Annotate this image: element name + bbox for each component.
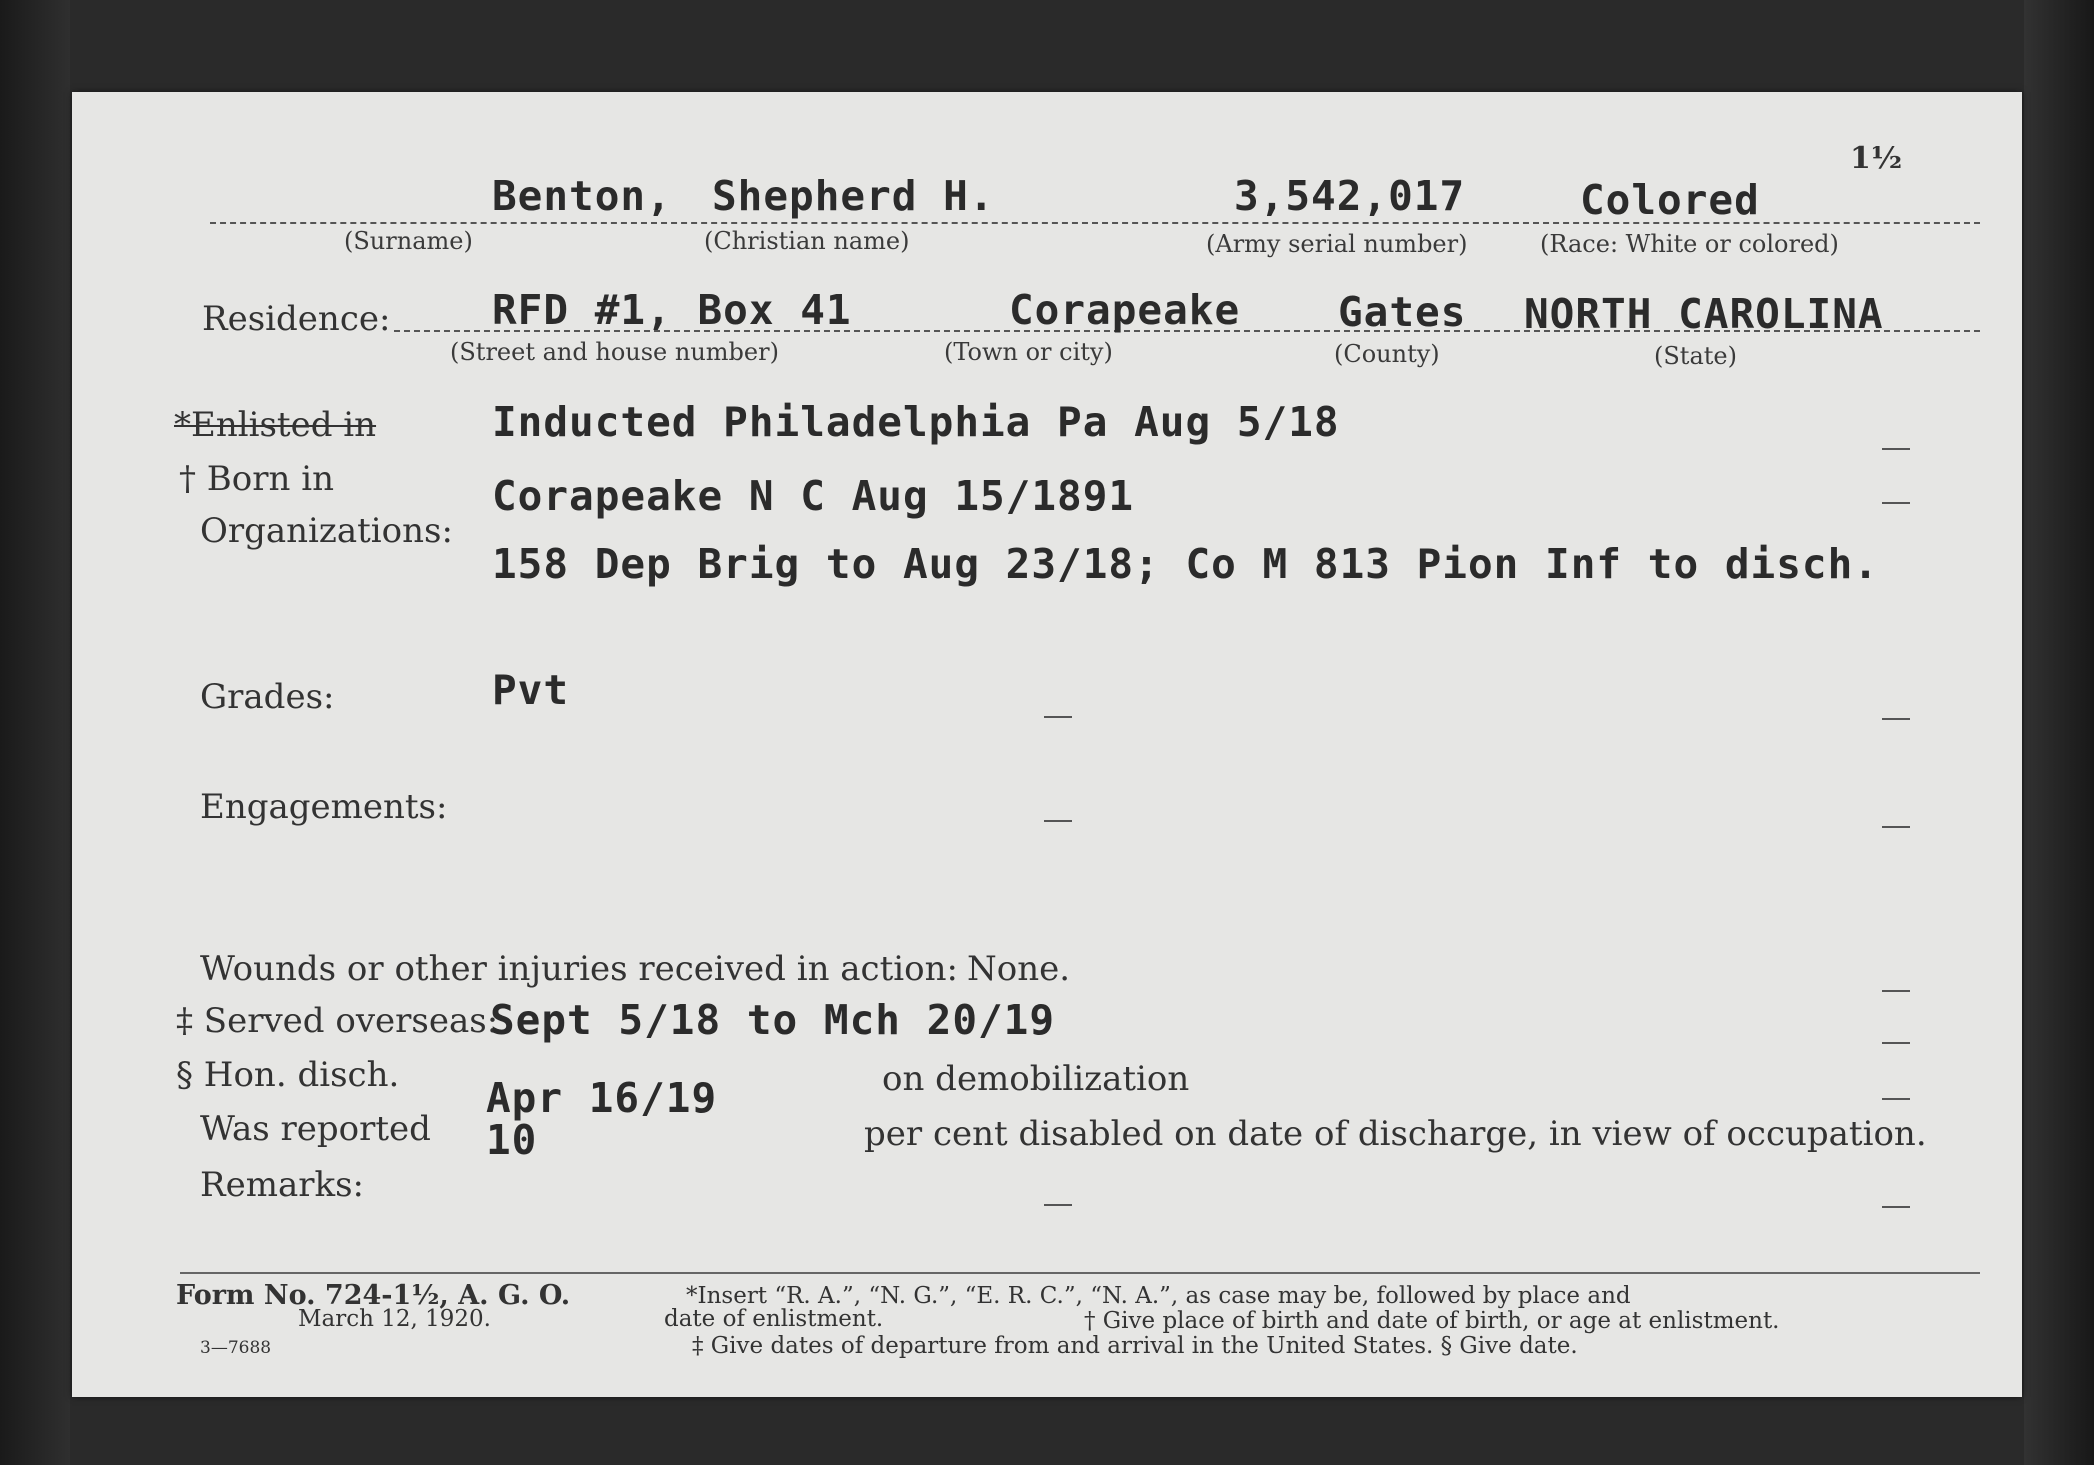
wounds-dash	[1882, 990, 1910, 992]
background-left-edge	[0, 0, 70, 1465]
print-code: 3—7688	[200, 1338, 272, 1358]
christian-name-caption: (Christian name)	[704, 227, 910, 255]
surname-caption: (Surname)	[344, 227, 473, 255]
born-dash	[1882, 502, 1910, 504]
footer-rule	[180, 1272, 1980, 1274]
enlisted-value: Inducted Philadelphia Pa Aug 5/18	[492, 398, 1340, 446]
form-number: Form No. 724-1½, A. G. O.	[176, 1280, 571, 1311]
race-caption: (Race: White or colored)	[1540, 230, 1839, 258]
county-value: Gates	[1338, 288, 1467, 336]
grades-dash-right	[1882, 718, 1910, 720]
organizations-value: 158 Dep Brig to Aug 23/18; Co M 813 Pion Inf to disch.	[492, 540, 1879, 588]
service-record-card	[72, 92, 2022, 1397]
race-value: Colored	[1580, 176, 1760, 224]
grades-label: Grades:	[200, 677, 335, 717]
street-value: RFD #1, Box 41	[492, 286, 852, 334]
enlisted-label: *Enlisted in	[174, 405, 377, 445]
hon-disch-suffix: on demobilization	[882, 1059, 1190, 1099]
reported-value: 10	[486, 1116, 538, 1164]
serial-number-caption: (Army serial number)	[1206, 230, 1468, 258]
serial-number-value: 3,542,017	[1234, 172, 1466, 220]
christian-name-value: Shepherd H.	[712, 172, 995, 220]
form-date: March 12, 1920.	[298, 1306, 491, 1332]
born-label: † Born in	[179, 459, 334, 499]
organizations-label: Organizations:	[200, 511, 453, 551]
remarks-label: Remarks:	[200, 1165, 364, 1205]
state-value: NORTH CAROLINA	[1524, 290, 1884, 338]
enlisted-dash	[1882, 448, 1910, 450]
overseas-value: Sept 5/18 to Mch 20/19	[490, 996, 1056, 1044]
overseas-label: ‡ Served overseas:	[176, 1001, 499, 1041]
born-value: Corapeake N C Aug 15/1891	[492, 472, 1135, 520]
hon-disch-value: Apr 16/19	[486, 1074, 718, 1122]
state-caption: (State)	[1654, 342, 1737, 370]
town-value: Corapeake	[1009, 286, 1241, 334]
remarks-dash-middle	[1044, 1204, 1072, 1206]
hon-disch-label: § Hon. disch.	[176, 1055, 400, 1095]
reported-suffix: per cent disabled on date of discharge, in view of occupation.	[864, 1114, 1927, 1154]
county-caption: (County)	[1334, 340, 1440, 368]
hon-disch-dash	[1882, 1098, 1910, 1100]
surname-value: Benton,	[492, 172, 672, 220]
grades-dash-middle	[1044, 716, 1072, 718]
wounds-value: None.	[967, 949, 1071, 989]
footnote-birth: † Give place of birth and date of birth, or age at enlistment.	[1084, 1308, 1780, 1334]
engagements-dash-middle	[1044, 820, 1072, 822]
card-corner-number: 1½	[1850, 141, 1903, 176]
footnote-enlistment-line2: date of enlistment.	[664, 1306, 884, 1332]
town-caption: (Town or city)	[944, 338, 1113, 366]
street-caption: (Street and house number)	[450, 338, 779, 366]
remarks-dash-right	[1882, 1206, 1910, 1208]
background-right-edge	[2024, 0, 2094, 1465]
grades-value: Pvt	[492, 666, 570, 714]
engagements-label: Engagements:	[200, 787, 448, 827]
footnote-overseas: ‡ Give dates of departure from and arrival in the United States. § Give date.	[692, 1333, 1578, 1359]
wounds-label: Wounds or other injuries received in action:	[200, 949, 958, 989]
reported-label: Was reported	[200, 1109, 431, 1149]
footnote-enlistment-line1: *Insert “R. A.”, “N. G.”, “E. R. C.”, “N. A.”, as case may be, followed by place and	[686, 1283, 1631, 1309]
overseas-dash	[1882, 1042, 1910, 1044]
residence-label: Residence:	[202, 299, 391, 339]
engagements-dash-right	[1882, 826, 1910, 828]
